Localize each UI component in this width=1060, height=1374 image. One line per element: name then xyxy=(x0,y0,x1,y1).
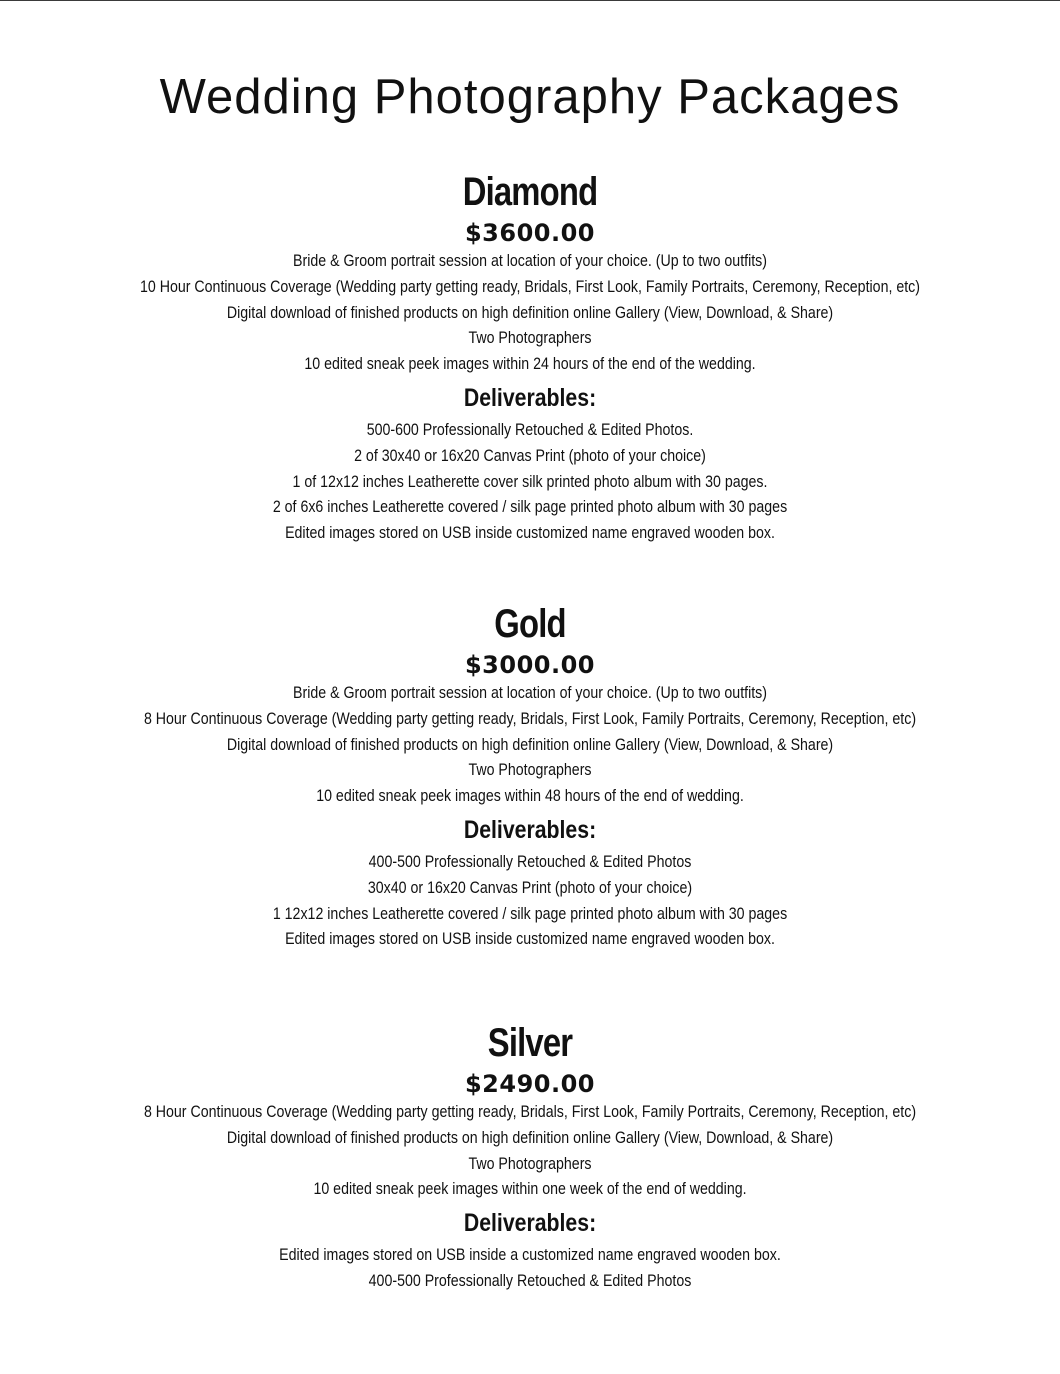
deliverables-heading: Deliverables: xyxy=(463,815,597,844)
package-diamond xyxy=(0,167,1060,547)
deliverables-heading: Deliverables: xyxy=(463,1209,597,1238)
deliverable-item: Edited images stored on USB inside a customized name engraved wooden box. xyxy=(279,1246,781,1265)
package-silver xyxy=(0,1018,1060,1295)
package-name: Silver xyxy=(487,1021,573,1065)
deliverable-item: 30x40 or 16x20 Canvas Print (photo of your choice) xyxy=(367,878,693,897)
package-name: Diamond xyxy=(462,170,598,214)
feature-item: Two Photographers xyxy=(468,761,592,780)
feature-item: Two Photographers xyxy=(468,329,592,348)
package-features xyxy=(0,1100,1060,1203)
feature-item: Digital download of finished products on high definition online Gallery (View, Download, & Share) xyxy=(226,303,834,322)
top-divider xyxy=(0,0,1060,1)
deliverables-heading: Deliverables: xyxy=(463,383,597,412)
deliverables-list xyxy=(0,850,1060,953)
deliverable-item: 2 of 30x40 or 16x20 Canvas Print (photo of your choice) xyxy=(354,446,706,465)
feature-item: Bride & Groom portrait session at location of your choice. (Up to two outfits) xyxy=(293,684,767,702)
page-title: Wedding Photography Packages xyxy=(159,70,901,124)
feature-item: Digital download of finished products on high definition online Gallery (View, Download, & Share) xyxy=(226,1128,834,1147)
deliverable-item: 1 of 12x12 inches Leatherette cover silk printed photo album with 30 pages. xyxy=(292,472,768,491)
deliverable-item: Edited images stored on USB inside customized name engraved wooden box. xyxy=(285,524,775,543)
feature-item: 8 Hour Continuous Coverage (Wedding party getting ready, Bridals, First Look, Family Portraits, Ceremony, Reception, etc) xyxy=(143,1103,917,1121)
feature-item: Two Photographers xyxy=(468,1154,592,1173)
package-price: $3000.00 xyxy=(464,651,595,679)
package-gold xyxy=(0,599,1060,953)
deliverable-item: 500-600 Professionally Retouched & Edited Photos. xyxy=(366,420,694,439)
package-price: $2490.00 xyxy=(464,1070,595,1098)
deliverable-item: 2 of 6x6 inches Leatherette covered / silk page printed photo album with 30 pages xyxy=(272,498,788,517)
package-features xyxy=(0,249,1060,378)
deliverable-item: Edited images stored on USB inside customized name engraved wooden box. xyxy=(285,930,775,949)
deliverable-item: 1 12x12 inches Leatherette covered / silk page printed photo album with 30 pages xyxy=(272,904,788,923)
package-name: Gold xyxy=(494,602,566,646)
deliverable-item: 400-500 Professionally Retouched & Edited Photos xyxy=(368,1271,692,1290)
feature-item: 10 edited sneak peek images within one week of the end of wedding. xyxy=(313,1180,747,1199)
deliverable-item: 400-500 Professionally Retouched & Edited Photos xyxy=(368,852,692,871)
feature-item: Bride & Groom portrait session at location of your choice. (Up to two outfits) xyxy=(293,252,767,270)
feature-item: 10 Hour Continuous Coverage (Wedding party getting ready, Bridals, First Look, Family Portraits, Ceremony, Reception, etc) xyxy=(139,277,920,296)
feature-item: Digital download of finished products on high definition online Gallery (View, Download, & Share) xyxy=(226,735,834,754)
feature-item: 8 Hour Continuous Coverage (Wedding party getting ready, Bridals, First Look, Family Portraits, Ceremony, Reception, etc) xyxy=(143,709,917,728)
deliverables-list xyxy=(0,418,1060,547)
package-features xyxy=(0,681,1060,810)
deliverables-list xyxy=(0,1243,1060,1295)
package-price: $3600.00 xyxy=(464,219,595,247)
feature-item: 10 edited sneak peek images within 24 hours of the end of the wedding. xyxy=(304,355,756,374)
feature-item: 10 edited sneak peek images within 48 hours of the end of wedding. xyxy=(316,787,744,806)
